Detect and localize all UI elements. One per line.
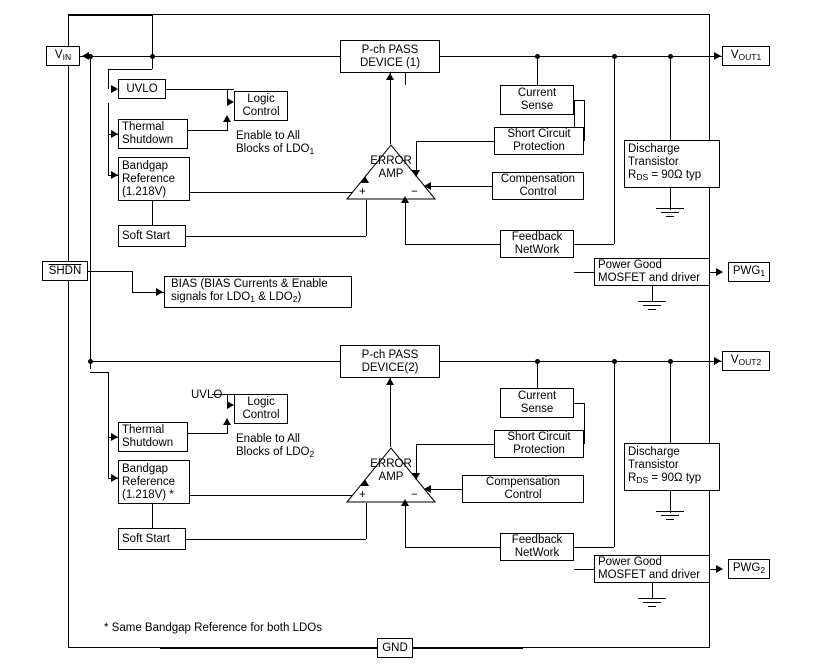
ldo1-short-circuit-label: Short Circuit Protection — [507, 128, 571, 153]
wire-ldo2-softstart-up — [152, 504, 153, 528]
wire-ldo1-vin-to-uvlo — [108, 69, 152, 70]
ldo1-power-good-label: Power Good MOSFET and driver — [598, 259, 701, 284]
node-vout1-sense — [535, 54, 540, 59]
arrow-ldo1-amp-plus — [361, 176, 369, 183]
arrow-ldo1-comp-amp — [424, 182, 431, 190]
wire-ldo2-sense-down — [537, 361, 538, 388]
ldo1-pass-device[interactable] — [340, 40, 440, 73]
arrow-ldo1-pwg — [716, 268, 723, 276]
wire-gnd-rail — [160, 648, 377, 649]
pin-vout2[interactable] — [722, 351, 770, 371]
wire-vout2-rail — [640, 361, 722, 362]
wire-ldo2-bandgap-out — [190, 495, 365, 496]
wire-ldo1-uvlo-logic — [166, 89, 234, 90]
pin-pwg1-label: $PWG_1$ — [732, 265, 766, 279]
ldo2-feedback-network-label: Feedback NetWork — [511, 534, 563, 559]
ldo2-pass-device-label: P-ch PASS DEVICE(2) — [361, 348, 419, 374]
arrow-ldo1-thermal-in — [111, 130, 118, 138]
ldo2-current-sense[interactable] — [500, 388, 574, 418]
arrow-ldo1-uvlo-in — [111, 85, 118, 93]
ldo1-current-sense[interactable] — [500, 85, 574, 115]
wire-ldo2-fb-in — [574, 547, 614, 548]
ldo2-bandgap-label: Bandgap Reference (1.218V) * — [122, 462, 176, 501]
ldo2-compensation-control-label: Compensation Control — [485, 476, 561, 501]
wire-ldo2-thermal-logic — [188, 433, 228, 434]
wire-ldo1-bandgap-out — [190, 192, 365, 193]
ldo1-discharge-transistor[interactable] — [624, 140, 720, 188]
ldo2-power-good[interactable] — [594, 555, 710, 583]
ldo1-uvlo[interactable] — [118, 79, 166, 99]
ldo2-uvlo-label: UVLO — [191, 389, 223, 401]
wire-vin-down-left — [90, 56, 91, 369]
ldo2-short-circuit-label: Short Circuit Protection — [507, 431, 571, 456]
ldo2-soft-start-label: Soft Start — [122, 532, 170, 545]
ldo2-discharge-transistor-label: Discharge Transistor $R_{DS} = 90\Omega$ typ — [628, 446, 702, 486]
wire-gnd-rail-right — [413, 648, 523, 649]
ldo1-pass-device-label: P-ch PASS DEVICE (1) — [359, 43, 421, 69]
ldo1-uvlo-label: UVLO — [126, 82, 158, 95]
ldo2-soft-start[interactable] — [118, 528, 186, 550]
pin-vout1[interactable] — [722, 46, 770, 66]
node-vout1-feedback — [612, 54, 617, 59]
ldo1-bandgap-label: Bandgap Reference (1.218V) — [122, 159, 176, 198]
wire-ldo1-fbnode-pwg — [574, 272, 594, 273]
wire-ldo1-fb-amp — [405, 200, 406, 244]
pin-vin[interactable] — [46, 46, 80, 66]
wire-ldo1-sense-down — [537, 56, 538, 85]
node-vout1-discharge — [668, 54, 673, 59]
node-vin-1 — [150, 54, 155, 59]
ldo1-power-good[interactable] — [594, 258, 710, 286]
wire-ldo2-uvlo-v — [108, 372, 109, 478]
wire-top-stub — [152, 15, 153, 56]
ldo2-power-good-label: Power Good MOSFET and driver — [598, 556, 701, 581]
ldo2-feedback-network[interactable] — [500, 533, 574, 561]
wire-vout1-rail — [640, 56, 722, 57]
wire-top-edge — [69, 15, 152, 16]
ldo1-soft-start-label: Soft Start — [122, 229, 170, 242]
wire-shdn-in — [88, 271, 132, 272]
wire-ldo2-amp-to-pass — [390, 378, 391, 447]
arrow-ldo1-fb-amp — [401, 196, 409, 203]
arrow-ldo2-fb-amp — [401, 499, 409, 506]
ldo1-soft-start[interactable] — [118, 225, 186, 247]
arrow-ldo1-bandgap-in — [111, 171, 118, 179]
ldo2-error-amp-plus: + — [359, 489, 366, 501]
ldo2-logic-control[interactable] — [234, 394, 288, 424]
ldo2-pwg-gnd-icon — [638, 598, 666, 610]
arrow-ldo1-thermal-logic — [223, 115, 231, 122]
arrow-ldo2-amp-plus — [361, 479, 369, 486]
wire-ldo2-sense-sc-h1 — [574, 403, 584, 404]
wire-ldo2-softstart-out — [186, 539, 366, 540]
node-vout2-discharge — [668, 359, 673, 364]
arrow-ldo2-amp-to-pass — [386, 378, 394, 385]
arrow-vout2 — [714, 357, 721, 365]
ldo1-thermal-shutdown-label: Thermal Shutdown — [122, 121, 174, 146]
ldo1-short-circuit[interactable] — [494, 127, 584, 155]
pin-gnd[interactable] — [377, 638, 413, 658]
arrow-ldo1-sc-amp — [412, 170, 420, 177]
arrow-shdn-bias — [156, 288, 163, 296]
arrow-ldo2-sc-amp — [412, 473, 420, 480]
wire-ldo1-amp-to-pass — [390, 73, 391, 144]
ldo1-bandgap[interactable] — [118, 157, 190, 201]
ldo2-error-amp-minus: − — [411, 489, 418, 501]
arrow-ldo2-pwg — [716, 565, 723, 573]
arrow-ldo1-amp-to-pass — [386, 73, 394, 80]
ldo2-thermal-shutdown-label: Thermal Shutdown — [122, 424, 174, 449]
wire-ldo2-vin-uvlo — [90, 372, 108, 373]
wire-shdn-down — [132, 271, 133, 292]
wire-ldo2-pwg-gnd — [652, 583, 653, 599]
pin-shdn[interactable] — [42, 261, 88, 281]
wire-ldo1-fb-out — [405, 244, 500, 245]
ldo1-current-sense-label: Current Sense — [517, 87, 557, 112]
wire-ldo1-bandgap-up — [108, 103, 109, 175]
node-vin-ldo2 — [88, 359, 93, 364]
wire-ldo2-sense-sc — [584, 403, 585, 444]
ldo1-feedback-network[interactable] — [500, 230, 574, 258]
ldo2-logic-control-label: Logic Control — [242, 396, 280, 421]
ldo2-short-circuit[interactable] — [494, 430, 584, 458]
bias-block[interactable] — [164, 276, 352, 308]
wire-ldo1-uvlo-up — [108, 69, 109, 89]
node-vout2-feedback — [612, 359, 617, 364]
wire-ldo2-discharge-down — [670, 491, 671, 513]
wire-ldo2-softstart-amp — [366, 503, 367, 539]
footnote: * Same Bandgap Reference for both LDOs — [104, 622, 322, 634]
arrow-ldo2-thermal-in — [111, 433, 118, 441]
ldo1-enable-note: Enable to All Blocks of $LDO_1$ — [236, 130, 315, 157]
wire-ldo1-sc-amp — [416, 141, 494, 142]
wire-ldo1-sense-sc-v2 — [584, 100, 585, 141]
arrow-ldo2-thermal-logic — [223, 418, 231, 425]
pin-pwg1[interactable] — [728, 262, 770, 282]
pin-pwg2[interactable] — [728, 559, 770, 579]
ldo1-pwg-gnd-icon — [638, 301, 666, 313]
pin-vout1-label: $V_{OUT1}$ — [730, 49, 762, 63]
arrow-vout1 — [714, 52, 721, 60]
pin-pwg2-label: $PWG_2$ — [732, 562, 766, 576]
ldo1-compensation-control-label: Compensation Control — [500, 173, 576, 198]
ldo1-error-amp-minus: − — [411, 186, 418, 198]
wire-ldo1-thermal-logic — [188, 130, 228, 131]
node-vout2-sense — [535, 359, 540, 364]
bias-block-label: BIAS (BIAS Currents & Enable signals for $LDO_1$ & $LDO_2$) — [171, 277, 328, 305]
ldo1-thermal-shutdown[interactable] — [118, 119, 188, 149]
wire-ldo1-sense-sc-h1 — [574, 100, 584, 101]
pin-vin-label: $V_{IN}$ — [54, 49, 72, 63]
arrow-ldo2-bandgap-in — [111, 474, 118, 482]
wire-ldo1-softstart-amp — [366, 200, 367, 236]
arrow-ldo1-logic-in — [227, 98, 234, 106]
wire-ldo2-fb-amp — [405, 503, 406, 547]
pin-shdn-label: SHDN — [48, 265, 82, 277]
wire-ldo1-softstart-up — [152, 201, 153, 225]
wire-ldo2-fb-out — [405, 547, 500, 548]
pin-vout2-label: $V_{OUT2}$ — [730, 354, 762, 368]
ldo2-bandgap[interactable] — [118, 460, 190, 504]
ldo1-error-amp-label: ERROR AMP — [370, 155, 412, 180]
ldo1-logic-control-label: Logic Control — [242, 93, 280, 118]
ldo2-pass-device[interactable] — [340, 345, 440, 378]
pin-gnd-label: GND — [382, 642, 408, 654]
wire-ldo1-fb-in — [574, 244, 614, 245]
ldo2-enable-note: Enable to All Blocks of $LDO_2$ — [236, 433, 315, 460]
wire-ldo2-sc-amp — [416, 444, 494, 445]
node-vin-2 — [88, 54, 93, 59]
wire-ldo1-discharge-up — [670, 56, 671, 140]
ldo1-discharge-gnd-icon — [656, 208, 684, 220]
wire-ldo1-pwg-gnd — [652, 286, 653, 302]
wire-ldo1-discharge-down — [670, 188, 671, 210]
wire-ldo2-fb-down — [614, 361, 615, 547]
ldo2-error-amp-label: ERROR AMP — [370, 458, 412, 483]
ldo2-discharge-transistor[interactable] — [624, 443, 720, 491]
ldo1-feedback-network-label: Feedback NetWork — [511, 231, 563, 256]
wire-ldo1-softstart-out — [186, 236, 366, 237]
arrow-ldo2-comp-amp — [424, 485, 431, 493]
ldo1-discharge-transistor-label: Discharge Transistor $R_{DS} = 90\Omega$ typ — [628, 143, 702, 183]
ldo2-compensation-control[interactable] — [462, 475, 584, 503]
ldo2-thermal-shutdown[interactable] — [118, 422, 188, 452]
ldo2-current-sense-label: Current Sense — [517, 390, 557, 415]
wire-ldo2-discharge-up — [670, 361, 671, 443]
ldo1-compensation-control[interactable] — [492, 172, 584, 200]
ldo2-discharge-gnd-icon — [656, 511, 684, 523]
ldo1-error-amp-plus: + — [359, 186, 366, 198]
wire-ldo1-passdev-down — [405, 73, 406, 85]
arrow-ldo2-logic-in — [227, 401, 234, 409]
ldo1-logic-control[interactable] — [234, 91, 288, 121]
wire-ldo1-fb-down — [614, 56, 615, 244]
wire-ldo2-fbnode-pwg — [574, 569, 594, 570]
